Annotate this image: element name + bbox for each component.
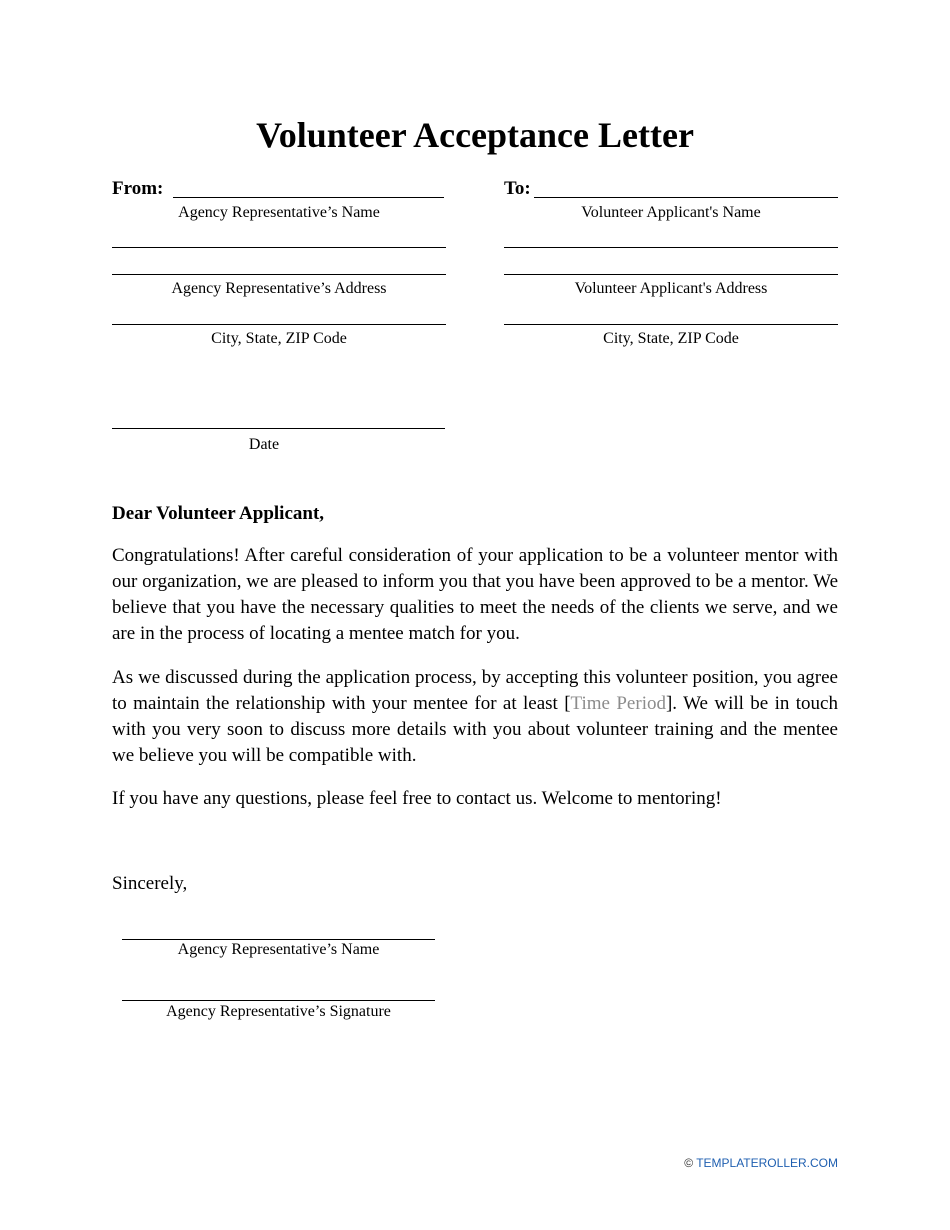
paragraph-commitment	[112, 665, 838, 769]
to-name-line[interactable]	[534, 197, 838, 198]
date-line[interactable]	[112, 428, 445, 429]
date-caption: Date	[248, 436, 280, 453]
signature-line[interactable]	[122, 1000, 435, 1001]
from-address-line-2[interactable]	[112, 274, 446, 275]
to-city-caption: City, State, ZIP Code	[603, 330, 739, 347]
to-name-caption: Volunteer Applicant's Name	[581, 204, 761, 221]
signature-caption: Agency Representative’s Signature	[166, 1003, 391, 1020]
from-name-caption: Agency Representative’s Name	[178, 204, 380, 221]
from-address-line-1[interactable]	[112, 247, 446, 248]
from-label: From:	[112, 178, 164, 199]
copyright-icon: ©	[684, 1156, 694, 1170]
paragraph-contact: If you have any questions, please feel free to contact us. Welcome to mentoring!	[112, 788, 722, 809]
paragraph-congratulations: Congratulations! After careful consideration of your application to be a volunteer mentor with our organization, we are pleased to inform you that you have been approved to be a mentor. We believe that you have the necessary qualities to meet the needs of the clients we serve, and we are in the process of locating a mentee match for you.	[112, 545, 838, 644]
to-address-caption: Volunteer Applicant's Address	[574, 280, 768, 297]
letter-title: Volunteer Acceptance Letter	[256, 115, 694, 155]
to-label: To:	[504, 178, 531, 199]
to-city-line[interactable]	[504, 324, 838, 325]
to-address-line-2[interactable]	[504, 274, 838, 275]
paragraph-commitment-after: ]. We will be in touch with you very soon to discuss more details with you about volunteer training and the mentee we believe you will be compatible with.	[112, 693, 838, 766]
to-address-line-1[interactable]	[504, 247, 838, 248]
signature-name-caption: Agency Representative’s Name	[177, 941, 380, 958]
from-address-caption: Agency Representative’s Address	[171, 280, 387, 297]
salutation: Dear Volunteer Applicant,	[112, 503, 325, 524]
from-city-caption: City, State, ZIP Code	[211, 330, 347, 347]
footer-site-link[interactable]: TEMPLATEROLLER.COM	[696, 1156, 838, 1170]
paragraph-commitment-before: As we discussed during the application process, by accepting this volunteer position, you agree to maintain the relationship with your mentee for at least [	[112, 667, 838, 714]
time-period-placeholder[interactable]: Time Period	[570, 693, 666, 714]
from-city-line[interactable]	[112, 324, 446, 325]
closing: Sincerely,	[112, 873, 188, 894]
from-name-line[interactable]	[173, 197, 444, 198]
footer-credit	[684, 1155, 838, 1171]
